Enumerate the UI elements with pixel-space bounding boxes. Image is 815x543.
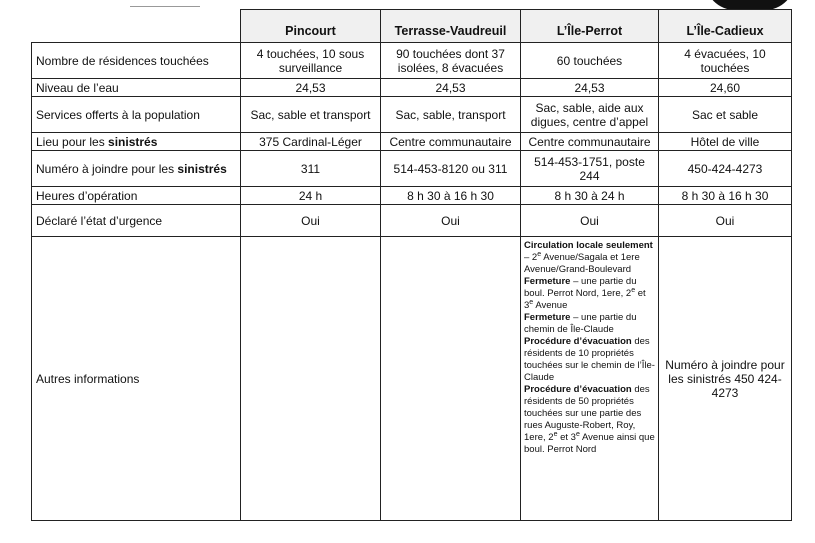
other-perrot-sup-5: e (575, 430, 580, 438)
cell-place-pincourt: 375 Cardinal-Léger (241, 133, 381, 151)
row-label-place (32, 133, 241, 151)
table-row (32, 43, 792, 79)
row-label-phone (32, 151, 241, 187)
cell-water-perrot: 24,53 (521, 79, 659, 97)
other-perrot-sup-3: e (529, 298, 534, 306)
cell-place-terrasse: Centre communautaire (381, 133, 521, 151)
row-label-hours: Heures d’opération (32, 187, 241, 205)
header-terrasse-vaudreuil: Terrasse-Vaudreuil (381, 10, 521, 43)
other-perrot-text-1a: – 2 (524, 252, 538, 263)
table-row (32, 187, 792, 205)
table-row (32, 97, 792, 133)
cell-phone-terrasse: 514-453-8120 ou 311 (381, 151, 521, 187)
other-perrot-bold-4: Procédure d’évacuation (524, 336, 632, 347)
cell-emergency-terrasse: Oui (381, 205, 521, 237)
cell-other-terrasse (381, 237, 521, 521)
row-label-place-prefix: Lieu pour les (36, 134, 109, 149)
other-perrot-bold-3: Fermeture (524, 312, 571, 323)
row-label-phone-bold: sinistrés (177, 161, 227, 176)
cell-services-cadieux: Sac et sable (659, 97, 792, 133)
table-row (32, 79, 792, 97)
table-row (32, 151, 792, 187)
other-perrot-sup-4: e (553, 430, 558, 438)
cell-place-cadieux: Hôtel de ville (659, 133, 792, 151)
other-perrot-text-2c: Avenue (533, 300, 568, 311)
other-perrot-bold-2: Fermeture (524, 276, 571, 287)
cell-residences-cadieux: 4 évacuées, 10 touchées (659, 43, 792, 79)
other-perrot-text-3: – une partie du chemin de Île-Claude (524, 312, 637, 335)
row-label-residences: Nombre de résidences touchées (32, 43, 241, 79)
row-label-other: Autres informations (32, 237, 241, 521)
cell-phone-cadieux: 450-424-4273 (659, 151, 792, 187)
cell-services-perrot: Sac, sable, aide aux digues, centre d’appel (521, 97, 659, 133)
row-label-water-level: Niveau de l’eau (32, 79, 241, 97)
other-perrot-text-5b: et 3 (557, 432, 576, 443)
cell-residences-perrot: 60 touchées (521, 43, 659, 79)
cell-emergency-perrot: Oui (521, 205, 659, 237)
other-perrot-sup-2: e (631, 286, 636, 294)
header-ile-cadieux: L’Île-Cadieux (659, 10, 792, 43)
cell-hours-cadieux: 8 h 30 à 16 h 30 (659, 187, 792, 205)
cell-residences-terrasse: 90 touchées dont 37 isolées, 8 évacuées (381, 43, 521, 79)
flood-info-table (31, 9, 792, 521)
header-pincourt: Pincourt (241, 10, 381, 43)
other-perrot-text-2a: – une partie du boul. Perrot Nord, 1ere, 2 (524, 276, 637, 299)
other-perrot-bold-5: Procédure d’évacuation (524, 384, 632, 395)
cell-other-cadieux: Numéro à joindre pour les sinistrés 450 424-4273 (659, 237, 792, 521)
header-blank (32, 10, 241, 43)
row-label-services: Services offerts à la population (32, 97, 241, 133)
cell-phone-perrot: 514-453-1751, poste 244 (521, 151, 659, 187)
cell-emergency-pincourt: Oui (241, 205, 381, 237)
cell-other-perrot (521, 237, 659, 521)
other-perrot-text-1b: Avenue/Sagala et 1ere Avenue/Grand-Boulevard (524, 252, 640, 275)
cell-hours-pincourt: 24 h (241, 187, 381, 205)
other-perrot-text-5a: des résidents de 50 propriétés touchées sur une partie des rues Auguste-Robert, Roy, 1ere, 2 (524, 384, 650, 443)
row-label-place-bold: sinistrés (108, 134, 158, 149)
other-perrot-text-4: des résidents de 10 propriétés touchées sur le chemin de l’Île-Claude (524, 336, 655, 383)
other-perrot-text-5c: Avenue ainsi que boul. Perrot Nord (524, 432, 655, 455)
cell-services-pincourt: Sac, sable et transport (241, 97, 381, 133)
cell-phone-pincourt: 311 (241, 151, 381, 187)
cell-residences-pincourt: 4 touchées, 10 sous surveillance (241, 43, 381, 79)
other-perrot-bold-1: Circulation locale seulement (524, 240, 653, 251)
row-label-emergency: Déclaré l’état d’urgence (32, 205, 241, 237)
top-edge-mark (130, 0, 200, 7)
header-row (32, 10, 792, 43)
cell-water-pincourt: 24,53 (241, 79, 381, 97)
cell-other-pincourt (241, 237, 381, 521)
table-row (32, 133, 792, 151)
cell-hours-terrasse: 8 h 30 à 16 h 30 (381, 187, 521, 205)
cell-place-perrot: Centre communautaire (521, 133, 659, 151)
cell-water-cadieux: 24,60 (659, 79, 792, 97)
other-perrot-text-2b: et 3 (524, 288, 646, 311)
cell-emergency-cadieux: Oui (659, 205, 792, 237)
table-row (32, 237, 792, 521)
header-ile-perrot: L’Île-Perrot (521, 10, 659, 43)
cell-hours-perrot: 8 h 30 à 24 h (521, 187, 659, 205)
cell-water-terrasse: 24,53 (381, 79, 521, 97)
table-row (32, 205, 792, 237)
other-perrot-sup-1: e (537, 250, 542, 258)
cell-services-terrasse: Sac, sable, transport (381, 97, 521, 133)
row-label-phone-prefix: Numéro à joindre pour les (36, 161, 178, 176)
